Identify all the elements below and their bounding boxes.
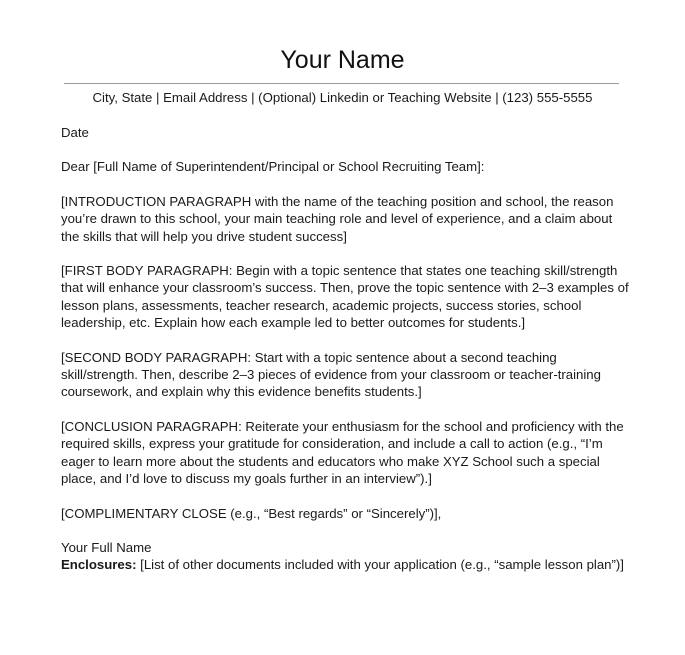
enclosures-text: [List of other documents included with your application (e.g., “sample lesson plan”)] [136, 557, 624, 573]
contact-info-line: City, State | Email Address | (Optional) Linkedin or Teaching Website | (123) 555-5555 [92, 90, 593, 105]
enclosures-line [61, 556, 631, 573]
header-divider [64, 83, 619, 84]
letter-date: Date [61, 125, 89, 140]
complimentary-close: [COMPLIMENTARY CLOSE (e.g., “Best regards” or “Sincerely”)], [61, 505, 442, 521]
applicant-name-heading: Your Name [280, 46, 405, 74]
first-body-paragraph: [FIRST BODY PARAGRAPH: Begin with a topic sentence that states one teaching skill/strength that will enhance your classroom’s success. Then, prove the topic sentence with 2–3 examples of lesson plans, assessments, teacher research, academic projects, success stories, school leadership, etc. Explain how each example led to better outcomes for students.] [61, 263, 629, 331]
second-body-paragraph: [SECOND BODY PARAGRAPH: Start with a topic sentence about a second teaching skill/strength. Then, describe 2–3 pieces of evidence from your classroom or teacher-training coursework, and explain why this evidence benefits students.] [61, 349, 601, 400]
letter-body [61, 124, 631, 574]
conclusion-paragraph: [CONCLUSION PARAGRAPH: Reiterate your enthusiasm for the school and proficiency with the required skills, express your gratitude for consideration, and include a call to action (e.g., “I’m eager to learn more about the students and educators who make XYZ School such a special place, and I’d love to discuss my goals further in an interview”).] [61, 418, 624, 487]
introduction-paragraph: [INTRODUCTION PARAGRAPH with the name of the teaching position and school, the reason you’re drawn to this school, your main teaching role and level of experience, and a claim about the skills that will help you drive student success] [61, 193, 614, 244]
letter-salutation: Dear [Full Name of Superintendent/Principal or School Recruiting Team]: [61, 159, 485, 175]
enclosures-label: Enclosures: [61, 557, 137, 573]
signature-name: Your Full Name [61, 539, 152, 555]
